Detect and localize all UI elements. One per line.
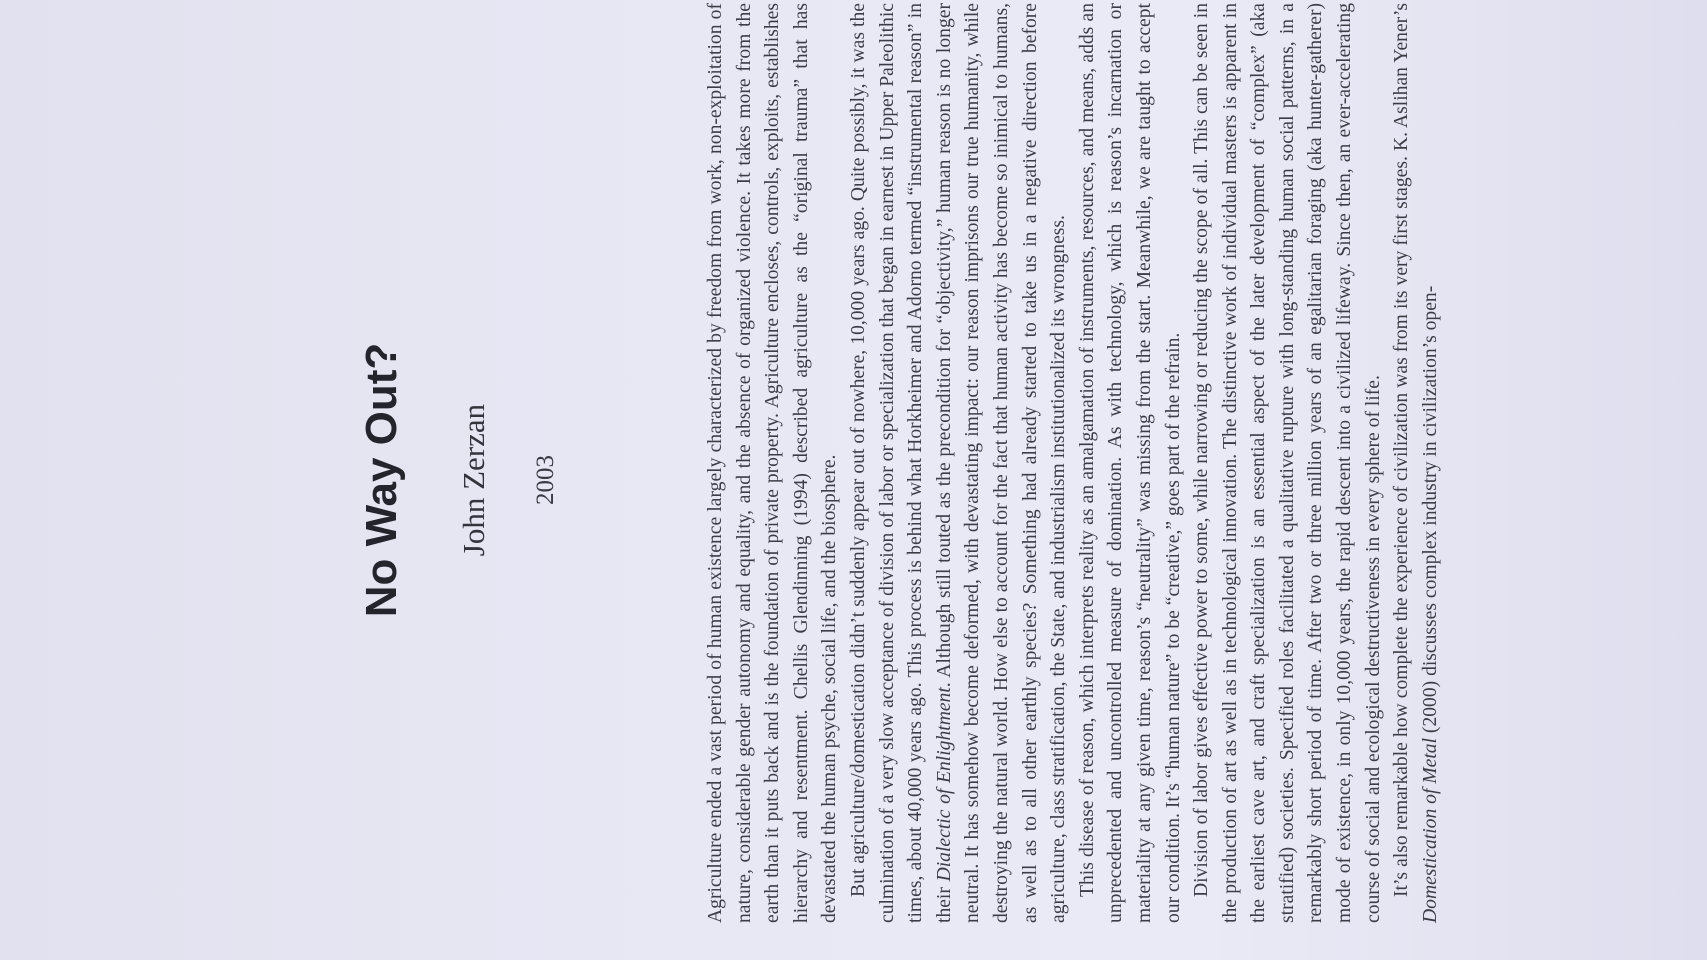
- title-block: [354, 5, 562, 955]
- document-author: John Zerzan: [455, 403, 491, 557]
- paragraph-5: [1388, 3, 1445, 923]
- paragraph-2: [844, 3, 1073, 923]
- text-run: But agriculture/domestication didn’t suddenly appear out of nowhere, 10,000 years ago. Quite possibly, it was the culmination of a very slow acceptance of division of labor or specialization that began in earnest in Upper Paleolithic times, about 40,000 years ago. This process is behind what Horkheimer and Adorno termed “instrumental reason” in their: [847, 3, 955, 923]
- document-page: [54, 5, 1654, 955]
- text-run: . Although still touted as the precondition for “objectivity,” human reason is no longer neutral. It has somehow become deformed, with devastating impact: our reason imprisons our true humanity, while destroying the natural world. How else to account for the fact that human activity has become so inimical to humans, as well as to all other earthly species? Something had already started to take us in a negative direction before agriculture, class stratification, the State, and industrialism institutionalized its wrongness.: [933, 3, 1069, 923]
- text-run: This disease of reason, which interprets reality as an amalgamation of instruments, resources, and means, adds an unprecedented and uncontrolled measure of domination. As with technology, which is reason’s incarnation or materiality at any given time, reason’s “neutrality” was missing from the start. Meanwhile, we are taught to accept our condition. It’s “human nature” to be “creative,” goes part of the refrain.: [1076, 3, 1183, 923]
- text-run: Division of labor gives effective power to some, while narrowing or reducing the scope of all. This can be seen in the production of art as well as in technological innovation. The distinctive work of individual masters is apparent in the earliest cave art, and craft specialization is an essential aspect of the later development of “complex” (aka stratified) societies. Specified roles facilitated a qualitative rupture with long-standing human social patterns, in a remarkably short period of time. After two or three million years of an egalitarian foraging (aka hunter-gatherer) mode of existence, in only 10,000 years, the rapid descent into a civilized lifeway. Since then, an ever-accelerating course of social and ecological destructiveness in every sphere of life.: [1190, 3, 1384, 923]
- paragraph-3: [1073, 3, 1187, 923]
- document-title: No Way Out?: [356, 342, 406, 618]
- paragraph-4: [1188, 3, 1388, 923]
- document-year: 2003: [531, 455, 559, 505]
- text-run: It’s also remarkable how complete the experience of civilization was from its very first stages. K. Aslihan Yener’s: [1390, 3, 1412, 897]
- body-text: [702, 3, 1445, 923]
- text-run: Agriculture ended a vast period of human existence largely characterized by freedom from work, non-exploitation of nature, considerable gender autonomy and equality, and the absence of organized violence. It takes more from the earth than it puts back and is the foundation of private property. Agriculture encloses, controls, exploits, establishes hierarchy and resentment. Chellis Glendinning (1994) described agriculture as the “original trauma” that has devastated the human psyche, social life, and the biosphere.: [704, 3, 840, 923]
- book-title: Domestication of Metal: [1419, 737, 1441, 923]
- text-run: (2000) discusses complex industry in civilization’s open-: [1419, 285, 1441, 738]
- paragraph-1: [702, 3, 845, 923]
- book-title: Dialectic of Enlightment: [933, 687, 955, 882]
